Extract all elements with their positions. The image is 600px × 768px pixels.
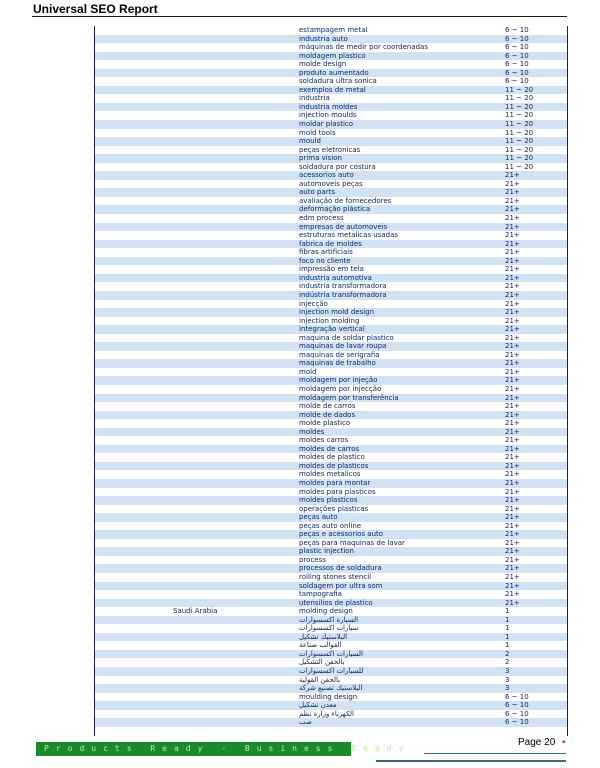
table-row xyxy=(95,197,567,206)
rank-cell: 21+ xyxy=(505,171,520,180)
rank-cell: 21+ xyxy=(505,196,520,205)
keyword-cell: القوالب صناعة xyxy=(299,641,342,650)
keyword-cell: estruturas metalicas usadas xyxy=(299,231,399,240)
rank-cell: 21+ xyxy=(505,598,520,607)
table-row xyxy=(95,599,567,608)
keyword-cell: بالحقن التشكيل xyxy=(299,658,345,667)
rank-cell: 21+ xyxy=(505,222,520,231)
table-row xyxy=(95,650,567,659)
rank-cell: 21+ xyxy=(505,316,520,325)
rank-cell: 21+ xyxy=(505,231,520,240)
table-row xyxy=(95,496,567,505)
rank-cell: 6 ~ 10 xyxy=(505,709,529,718)
rank-cell: 11 ~ 20 xyxy=(505,120,534,129)
header-divider xyxy=(32,16,567,17)
table-row xyxy=(95,718,567,727)
rank-cell: 21+ xyxy=(505,487,520,496)
table-row xyxy=(95,154,567,163)
rank-cell: 3 xyxy=(505,667,510,676)
keyword-cell: سيارات اكسسوارات xyxy=(299,624,359,633)
rank-cell: 11 ~ 20 xyxy=(505,85,534,94)
keyword-cell: molde plastico xyxy=(299,419,351,428)
keyword-cell: soldadura por costura xyxy=(299,162,376,171)
keyword-cell: moldes para plasticos xyxy=(299,487,376,496)
rank-cell: 6 ~ 10 xyxy=(505,43,529,52)
table-row xyxy=(95,436,567,445)
table-row xyxy=(95,300,567,309)
rank-cell: 21+ xyxy=(505,342,520,351)
rank-cell: 21+ xyxy=(505,325,520,334)
keyword-cell: moldes de plastico xyxy=(299,453,365,462)
rank-cell: 21+ xyxy=(505,188,520,197)
table-row xyxy=(95,582,567,591)
keyword-cell: fibras artificiais xyxy=(299,248,353,257)
rank-cell: 1 xyxy=(505,615,510,624)
keyword-cell: moldes de carros xyxy=(299,444,360,453)
keyword-cell: peças eletronicas xyxy=(299,145,361,154)
keyword-cell: utensilios de plastico xyxy=(299,598,373,607)
table-row xyxy=(95,86,567,95)
table-row xyxy=(95,547,567,556)
table-row xyxy=(95,274,567,283)
table-row xyxy=(95,205,567,214)
keyword-cell: الكهرباء وزارة نظم xyxy=(299,709,354,718)
table-row xyxy=(95,257,567,266)
keyword-cell: moldagem plastico xyxy=(299,51,366,60)
rank-cell: 21+ xyxy=(505,427,520,436)
keyword-cell: بالحقن القولبة xyxy=(299,675,341,684)
table-row xyxy=(95,411,567,420)
table-row xyxy=(95,624,567,633)
keyword-cell: prima vision xyxy=(299,154,342,163)
rank-cell: 21+ xyxy=(505,205,520,214)
table-row xyxy=(95,556,567,565)
keyword-cell: injection moulds xyxy=(299,111,357,120)
table-row xyxy=(95,590,567,599)
rank-cell: 21+ xyxy=(505,496,520,505)
keyword-cell: maquinas de serigrafia xyxy=(299,350,380,359)
rank-cell: 11 ~ 20 xyxy=(505,137,534,146)
table-row xyxy=(95,231,567,240)
table-row xyxy=(95,667,567,676)
table-row xyxy=(95,368,567,377)
rank-cell: 11 ~ 20 xyxy=(505,145,534,154)
rank-cell: 21+ xyxy=(505,367,520,376)
keyword-cell: edm process xyxy=(299,214,344,223)
keyword-cell: peças para maquinas de lavar xyxy=(299,538,405,547)
keyword-cell: maquinas de trabalho xyxy=(299,359,376,368)
keyword-cell: moldagem por transferência xyxy=(299,393,399,402)
keyword-cell: moldar plastico xyxy=(299,120,354,129)
page-number: Page 20 xyxy=(518,737,556,748)
rank-cell: 21+ xyxy=(505,256,520,265)
table-row xyxy=(95,641,567,650)
keyword-cell: process xyxy=(299,555,326,564)
table-row xyxy=(95,214,567,223)
page-bullet: • xyxy=(561,738,567,748)
table-row xyxy=(95,419,567,428)
keyword-cell: mold tools xyxy=(299,128,336,137)
table-row xyxy=(95,394,567,403)
rank-cell: 21+ xyxy=(505,590,520,599)
table-row xyxy=(95,428,567,437)
keyword-cell: mold xyxy=(299,367,317,376)
rank-cell: 21+ xyxy=(505,461,520,470)
table-row xyxy=(95,684,567,693)
rank-cell: 21+ xyxy=(505,290,520,299)
rank-cell: 21+ xyxy=(505,530,520,539)
rank-cell: 6 ~ 10 xyxy=(505,77,529,86)
table-row xyxy=(95,188,567,197)
rank-cell: 21+ xyxy=(505,581,520,590)
table-row xyxy=(95,470,567,479)
keyword-cell: معدن تشكيل xyxy=(299,701,337,710)
table-row xyxy=(95,693,567,702)
rank-cell: 21+ xyxy=(505,555,520,564)
table-row xyxy=(95,462,567,471)
rank-cell: 21+ xyxy=(505,453,520,462)
rank-cell: 21+ xyxy=(505,402,520,411)
keyword-cell: peças auto online xyxy=(299,521,362,530)
rank-cell: 11 ~ 20 xyxy=(505,128,534,137)
table-row xyxy=(95,129,567,138)
rank-cell: 21+ xyxy=(505,299,520,308)
keyword-cell: injection mold design xyxy=(299,308,375,317)
table-row xyxy=(95,376,567,385)
rank-cell: 21+ xyxy=(505,214,520,223)
table-row xyxy=(95,171,567,180)
table-row xyxy=(95,359,567,368)
rank-cell: 1 xyxy=(505,624,510,633)
table-row xyxy=(95,710,567,719)
table-row xyxy=(95,351,567,360)
table-row xyxy=(95,94,567,103)
rank-cell: 3 xyxy=(505,684,510,693)
rank-cell: 21+ xyxy=(505,248,520,257)
rank-cell: 21+ xyxy=(505,410,520,419)
keyword-cell: operações plasticas xyxy=(299,504,369,513)
keyword-cell: soldadura ultra sonica xyxy=(299,77,377,86)
table-row xyxy=(95,633,567,642)
keyword-cell: moldes metalicos xyxy=(299,470,361,479)
table-row xyxy=(95,564,567,573)
rank-cell: 21+ xyxy=(505,504,520,513)
rank-cell: 21+ xyxy=(505,470,520,479)
rank-cell: 2 xyxy=(505,658,510,667)
table-row xyxy=(95,163,567,172)
keyword-cell: exemplos de metal xyxy=(299,85,366,94)
keyword-cell: البلاستيك تصنيع شركة xyxy=(299,684,363,693)
keyword-cell: industria xyxy=(299,94,330,103)
rank-cell: 21+ xyxy=(505,384,520,393)
keyword-cell: molde design xyxy=(299,60,347,69)
rank-cell: 21+ xyxy=(505,179,520,188)
table-row xyxy=(95,60,567,69)
keyword-cell: rolling stones stencil xyxy=(299,573,372,581)
table-row xyxy=(95,616,567,625)
keyword-cell: tampografia xyxy=(299,590,342,599)
rank-cell: 6 ~ 10 xyxy=(505,60,529,69)
keyword-cell: industria moldes xyxy=(299,102,358,111)
table-row xyxy=(95,342,567,351)
keyword-cell: injecção xyxy=(299,299,328,308)
rank-cell: 21+ xyxy=(505,308,520,317)
rank-cell: 1 xyxy=(505,607,510,616)
rank-cell: 6 ~ 10 xyxy=(505,26,529,34)
report-title: Universal SEO Report xyxy=(33,2,158,16)
rank-cell: 11 ~ 20 xyxy=(505,154,534,163)
keyword-cell: industria auto xyxy=(299,34,348,43)
keyword-cell: صب xyxy=(299,718,312,727)
keyword-cell: foco no cliente xyxy=(299,256,351,265)
rank-cell: 21+ xyxy=(505,350,520,359)
rank-cell: 21+ xyxy=(505,564,520,573)
table-row xyxy=(95,291,567,300)
footer-rule-bottom xyxy=(376,760,566,762)
table-row xyxy=(95,479,567,488)
keyword-cell: moldes plasticos xyxy=(299,496,358,505)
rank-cell: 21+ xyxy=(505,436,520,445)
rank-cell: 21+ xyxy=(505,513,520,522)
table-row xyxy=(95,282,567,291)
keyword-cell: soldagem por ultra som xyxy=(299,581,383,590)
keyword-cell: produto aumentado xyxy=(299,68,369,77)
table-row xyxy=(95,505,567,514)
table-row xyxy=(95,317,567,326)
table-row xyxy=(95,35,567,44)
rank-cell: 21+ xyxy=(505,239,520,248)
table-row xyxy=(95,77,567,86)
keyword-cell: acessorios auto xyxy=(299,171,354,180)
table-row xyxy=(95,325,567,334)
rank-cell: 21+ xyxy=(505,265,520,274)
ranking-rows xyxy=(95,26,567,727)
keyword-cell: impressão em tela xyxy=(299,265,364,274)
table-row xyxy=(95,248,567,257)
keyword-cell: moldagem por injeção xyxy=(299,376,378,385)
keyword-cell: empresas de automoveis xyxy=(299,222,388,231)
footer-slogan: Products Ready - Business Ready xyxy=(44,744,411,753)
table-row xyxy=(95,120,567,129)
keyword-cell: peças e acessorios auto xyxy=(299,530,384,539)
keyword-cell: industria automotiva xyxy=(299,273,372,282)
keyword-cell: molde de dados xyxy=(299,410,356,419)
table-row xyxy=(95,658,567,667)
table-row xyxy=(95,539,567,548)
table-row xyxy=(95,308,567,317)
keyword-cell: peças auto xyxy=(299,513,338,522)
ranking-table xyxy=(94,26,568,736)
rank-cell: 21+ xyxy=(505,419,520,428)
table-row xyxy=(95,52,567,61)
rank-cell: 21+ xyxy=(505,444,520,453)
rank-cell: 21+ xyxy=(505,273,520,282)
table-row xyxy=(95,676,567,685)
table-row xyxy=(95,137,567,146)
keyword-cell: moldes carros xyxy=(299,436,349,445)
rank-cell: 21+ xyxy=(505,282,520,291)
rank-cell: 1 xyxy=(505,641,510,650)
table-row xyxy=(95,701,567,710)
keyword-cell: processos de soldadura xyxy=(299,564,382,573)
table-row xyxy=(95,111,567,120)
footer-rule-top xyxy=(424,753,566,754)
table-row xyxy=(95,146,567,155)
table-row xyxy=(95,69,567,78)
rank-cell: 21+ xyxy=(505,478,520,487)
keyword-cell: estampagem metal xyxy=(299,26,368,34)
keyword-cell: البلاستيك تشكيل xyxy=(299,632,348,641)
table-row xyxy=(95,223,567,232)
keyword-cell: injection molding xyxy=(299,316,360,325)
table-row xyxy=(95,607,567,616)
keyword-cell: automoveis peças xyxy=(299,179,363,188)
keyword-cell: moldes para montar xyxy=(299,478,371,487)
rank-cell: 21+ xyxy=(505,573,520,581)
rank-cell: 1 xyxy=(505,632,510,641)
rank-cell: 21+ xyxy=(505,521,520,530)
rank-cell: 11 ~ 20 xyxy=(505,94,534,103)
keyword-cell: indústria transformadora xyxy=(299,290,387,299)
table-row xyxy=(95,445,567,454)
keyword-cell: moldes xyxy=(299,427,325,436)
table-row xyxy=(95,265,567,274)
rank-cell: 21+ xyxy=(505,547,520,556)
rank-cell: 6 ~ 10 xyxy=(505,34,529,43)
table-row xyxy=(95,530,567,539)
table-row xyxy=(95,43,567,52)
keyword-cell: auto parts xyxy=(299,188,335,197)
keyword-cell: maquina de soldar plastico xyxy=(299,333,394,342)
keyword-cell: molde de carros xyxy=(299,402,356,411)
rank-cell: 11 ~ 20 xyxy=(505,102,534,111)
keyword-cell: plastic injection xyxy=(299,547,354,556)
table-row xyxy=(95,522,567,531)
table-row xyxy=(95,402,567,411)
keyword-cell: avaliação de fornecedores xyxy=(299,196,392,205)
rank-cell: 6 ~ 10 xyxy=(505,51,529,60)
keyword-cell: mould xyxy=(299,137,321,146)
keyword-cell: maquinas de lavar roupa xyxy=(299,342,387,351)
rank-cell: 11 ~ 20 xyxy=(505,162,534,171)
keyword-cell: industria transformadora xyxy=(299,282,387,291)
table-row xyxy=(95,240,567,249)
keyword-cell: molding design xyxy=(299,607,353,616)
table-row xyxy=(95,180,567,189)
table-row xyxy=(95,488,567,497)
rank-cell: 6 ~ 10 xyxy=(505,692,529,701)
rank-cell: 21+ xyxy=(505,393,520,402)
keyword-cell: moulding design xyxy=(299,692,358,701)
rank-cell: 3 xyxy=(505,675,510,684)
rank-cell: 21+ xyxy=(505,376,520,385)
rank-cell: 6 ~ 10 xyxy=(505,718,529,727)
table-row xyxy=(95,573,567,582)
table-row xyxy=(95,453,567,462)
rank-cell: 21+ xyxy=(505,538,520,547)
rank-cell: 2 xyxy=(505,649,510,658)
keyword-cell: السيارة اكسسوارات xyxy=(299,615,359,624)
keyword-cell: السيارات اكسسوارات xyxy=(299,649,363,658)
rank-cell: 21+ xyxy=(505,333,520,342)
keyword-cell: fabrica de moldes xyxy=(299,239,362,248)
table-row xyxy=(95,26,567,35)
rank-cell: 11 ~ 20 xyxy=(505,111,534,120)
table-row xyxy=(95,334,567,343)
rank-cell: 6 ~ 10 xyxy=(505,701,529,710)
keyword-cell: deformação plástica xyxy=(299,205,371,214)
keyword-cell: integração vertical xyxy=(299,325,365,334)
rank-cell: 6 ~ 10 xyxy=(505,68,529,77)
keyword-cell: moldes de plasticos xyxy=(299,461,369,470)
keyword-cell: للسيارات اكسسوارات xyxy=(299,667,364,676)
table-row xyxy=(95,103,567,112)
keyword-cell: máquinas de medir por coordenadas xyxy=(299,43,428,52)
table-row xyxy=(95,513,567,522)
table-row xyxy=(95,385,567,394)
rank-cell: 21+ xyxy=(505,359,520,368)
country-cell: Saudi Arabia xyxy=(173,607,218,616)
keyword-cell: moldagem por injecção xyxy=(299,384,382,393)
